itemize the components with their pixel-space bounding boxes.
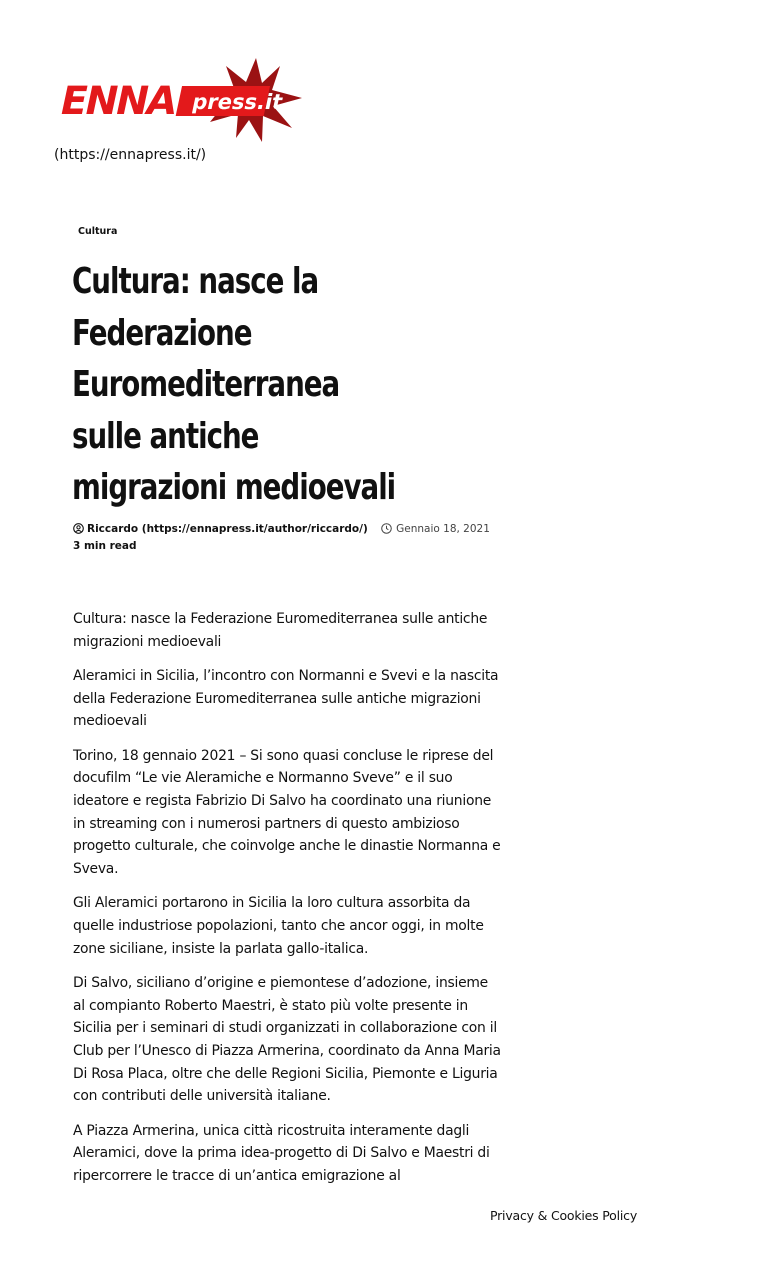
article-meta xyxy=(73,522,490,552)
article-paragraph: Di Salvo, siciliano d’origine e piemontese d’adozione, insieme al compianto Roberto Maestri, è stato più volte presente in Sicilia per i seminari di studi organizzati in collaborazione con il Club per l’Unesco di Piazza Armerina, coordinato da Anna Maria Di Rosa Placa, oltre che delle Regioni Sicilia, Piemonte e Liguria con contributi delle università italiane. xyxy=(73,974,501,1105)
article-paragraph: A Piazza Armerina, unica città ricostruita interamente dagli Aleramici, dove la prima idea-progetto di Di Salvo e Maestri di ripercorrere le tracce di un’antica emigrazione al xyxy=(73,1122,490,1184)
article-paragraph: Aleramici in Sicilia, l’incontro con Normanni e Svevi e la nascita della Federazione Euromediterranea sulle antiche migrazioni medioevali xyxy=(73,667,499,730)
logo-wordmark: ENNA xyxy=(56,78,180,124)
home-link[interactable]: (https://ennapress.it/) xyxy=(54,147,207,163)
user-circle-icon xyxy=(73,523,84,539)
site-logo[interactable] xyxy=(56,58,306,142)
clock-icon xyxy=(381,523,392,539)
read-time: 3 min read xyxy=(73,540,137,552)
category-link[interactable]: Cultura xyxy=(78,226,118,237)
publish-date: Gennaio 18, 2021 xyxy=(396,523,490,535)
logo-domain: press.it xyxy=(189,90,285,115)
article-paragraph: Torino, 18 gennaio 2021 – Si sono quasi concluse le riprese del docufilm “Le vie Aleramiche e Normanno Sveve” e il suo ideatore e regista Fabrizio Di Salvo ha coordinato una riunione in streaming con i numerosi partners di questo ambizioso progetto culturale, che coinvolge anche le dinastie Normanna e Sveva. xyxy=(73,747,501,878)
article-title: Cultura: nasce la Federazione Euromediterranea sulle antiche migrazioni medioevali xyxy=(72,261,396,508)
article-body xyxy=(73,608,503,1199)
privacy-cookies-link[interactable]: Privacy & Cookies Policy xyxy=(490,1208,638,1223)
article-paragraph: Cultura: nasce la Federazione Euromediterranea sulle antiche migrazioni medioevali xyxy=(73,611,488,650)
author-link[interactable]: Riccardo (https://ennapress.it/author/riccardo/) xyxy=(87,523,368,535)
article-paragraph: Gli Aleramici portarono in Sicilia la loro cultura assorbita da quelle industriose popolazioni, tanto che ancor oggi, in molte zone siciliane, insiste la parlata gallo-italica. xyxy=(73,895,484,957)
